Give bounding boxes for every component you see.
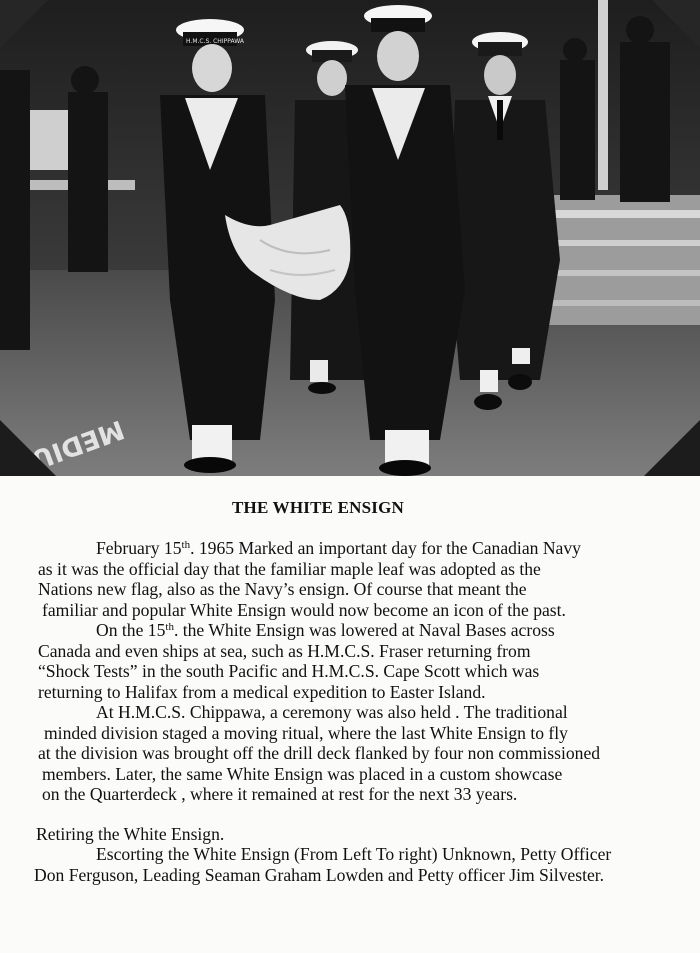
p1-line-3: Nations new flag, also as the Navy’s ensign. Of course that meant the [38,579,527,599]
p3-line-2: minded division staged a moving ritual, where the last White Ensign to fly [44,722,568,743]
paragraph-gap [38,805,688,824]
photo-corner-bottom-left [0,420,60,480]
p2-line-1 [38,620,688,641]
p1-line-1-rest: . 1965 Marked an important day for the Canadian Navy [190,538,581,558]
p3-line-4: members. Later, the same White Ensign was placed in a custom showcase [42,763,563,784]
p2-ordinal: th [165,621,174,633]
caption-panel [0,476,700,953]
p3-line-5: on the Quarterdeck , where it remained at rest for the next 33 years. [42,784,518,804]
photo-corner-top-left [0,0,60,60]
body-text [34,538,688,885]
p1-line-1 [38,538,688,559]
document-title: THE WHITE ENSIGN [232,498,404,517]
p2-date: On the 15 [96,620,166,640]
p5-line-1: Escorting the White Ensign (From Left To right) Unknown, Petty Officer [96,844,612,864]
p5-line-2: Don Ferguson, Leading Seaman Graham Lowden and Petty officer Jim Silvester. [34,864,605,885]
photo-corner-top-right [640,0,700,60]
p3-line-1: At H.M.C.S. Chippawa, a ceremony was also held . The traditional [96,702,568,722]
photo-corner-bottom-right [640,420,700,480]
p2-line-4: returning to Halifax from a medical expedition to Easter Island. [38,681,486,702]
p2-line-1-rest: . the White Ensign was lowered at Naval Bases across [173,620,555,640]
p1-date: February 15 [96,538,182,558]
photo-illustration [0,0,700,476]
cap-band-text: H.M.C.S. CHIPPAWA [186,38,244,45]
ceremony-photograph [0,0,700,476]
p1-line-4: familiar and popular White Ensign would now become an icon of the past. [42,599,566,620]
p4-line-1: Retiring the White Ensign. [36,823,225,844]
p1-line-2: as it was the official day that the familiar maple leaf was adopted as the [38,558,541,579]
p2-line-2: Canada and even ships at sea, such as H.M.C.S. Fraser returning from [38,640,531,661]
p3-line-3: at the division was brought off the drill deck flanked by four non commissioned [38,743,601,763]
p1-ordinal: th [181,539,191,551]
p2-line-3: “Shock Tests” in the south Pacific and H.M.C.S. Cape Scott which was [38,661,540,681]
